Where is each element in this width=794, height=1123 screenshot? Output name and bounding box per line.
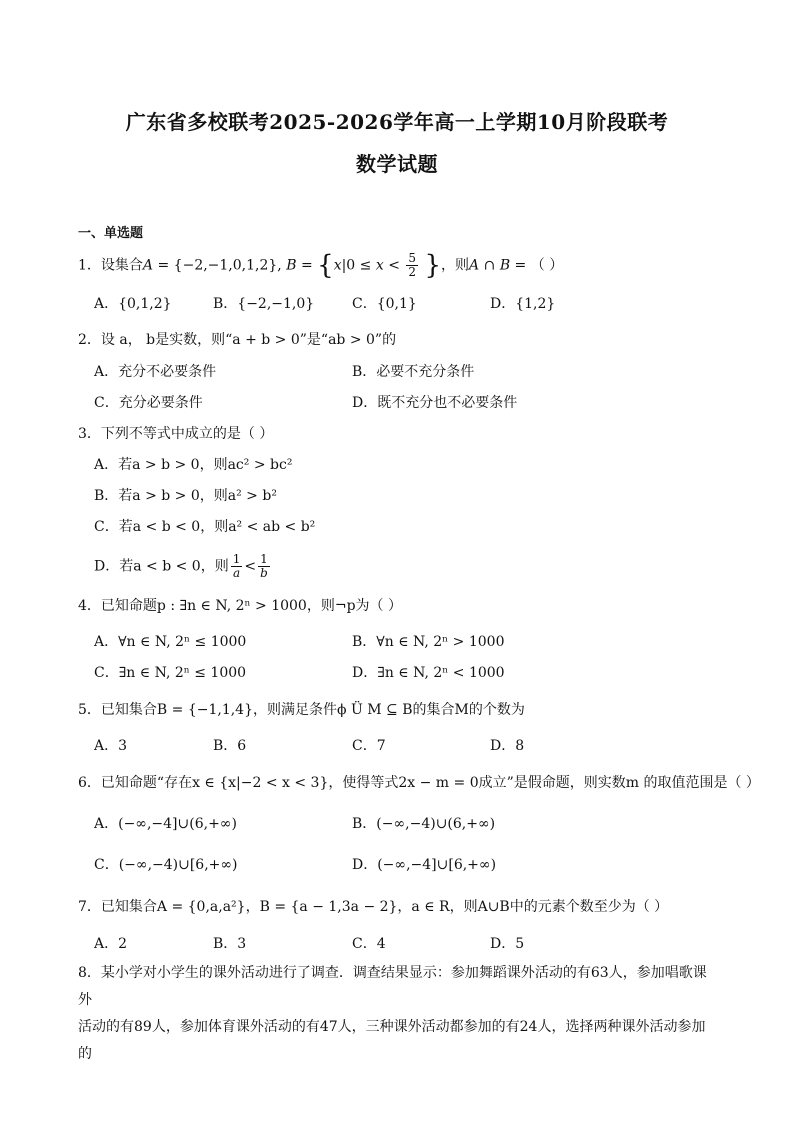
exam-subject-title: 数学试题 — [356, 152, 438, 176]
question-4-option-b[interactable]: B．∀n ∈ N, 2ⁿ > 1000 — [352, 634, 505, 650]
question-4-option-d[interactable]: D．∃n ∈ N, 2ⁿ < 1000 — [352, 665, 505, 681]
question-2-option-a[interactable]: A．充分不必要条件 — [94, 364, 217, 380]
question-5-stem: 5．已知集合B = {−1,1,4}，则满足条件ϕ Ü M ⊆ B的集合M的个数为 — [78, 702, 525, 718]
fraction-one-over-b: $\frac{1}{b}$ — [260, 552, 268, 580]
question-2-option-c[interactable]: C．充分必要条件 — [94, 395, 203, 411]
question-1-stem: 1．设集合A = {−2,−1,0,1,2}, B = {x|0 ≤ x < $\frac{5}{2}$ }，则A ∩ B = （ ） — [78, 250, 564, 281]
question-5-option-a[interactable]: A．3 — [94, 738, 128, 754]
question-7-option-d[interactable]: D．5 — [490, 936, 525, 952]
question-6-option-d[interactable]: D．(−∞,−4]∪[6,+∞) — [352, 857, 497, 873]
question-8-line-1: 8．某小学对小学生的课外活动进行了调查．调查结果显示：参加舞蹈课外活动的有63人，参加唱歌课外 — [78, 965, 707, 1008]
question-8-text — [78, 960, 718, 1068]
question-2-option-d[interactable]: D．既不充分也不必要条件 — [352, 395, 518, 411]
question-2-option-b[interactable]: B．必要不充分条件 — [352, 364, 475, 380]
question-1-option-d[interactable]: D．{1,2} — [490, 296, 556, 312]
question-6-stem: 6．已知命题“存在x ∈ {x|−2 < x < 3}，使得等式2x − m = 0成立”是假命题，则实数m 的取值范围是（ ） — [78, 775, 760, 791]
section-heading: 一、单选题 — [78, 226, 144, 241]
fraction-one-over-a: $\frac{1}{a}$ — [232, 552, 241, 580]
question-6-option-a[interactable]: A．(−∞,−4]∪(6,+∞) — [94, 816, 237, 832]
question-3-option-d[interactable]: D．若a < b < 0，则 $\frac{1}{a}$ < $\frac{1}{b}$ — [94, 552, 268, 580]
question-3-option-a[interactable]: A．若a > b > 0，则ac² > bc² — [94, 457, 293, 473]
question-1-option-c[interactable]: C．{0,1} — [352, 296, 417, 312]
question-8-line-2: 活动的有89人，参加体育课外活动的有47人，三种课外活动都参加的有24人，选择两种课外活动参加的 — [78, 1019, 706, 1062]
question-3-option-c[interactable]: C．若a < b < 0，则a² < ab < b² — [94, 519, 316, 535]
question-7-option-a[interactable]: A．2 — [94, 936, 128, 952]
question-3-option-b[interactable]: B．若a > b > 0，则a² > b² — [94, 488, 277, 504]
question-2-stem: 2．设 a， b是实数，则“a + b > 0”是“ab > 0”的 — [78, 332, 397, 348]
question-6-option-b[interactable]: B．(−∞,−4)∪(6,+∞) — [352, 816, 496, 832]
question-4-option-a[interactable]: A．∀n ∈ N, 2ⁿ ≤ 1000 — [94, 634, 247, 650]
question-5-option-b[interactable]: B．6 — [213, 738, 247, 754]
question-5-option-d[interactable]: D．8 — [490, 738, 525, 754]
question-7-option-b[interactable]: B．3 — [213, 936, 247, 952]
fraction-five-halves: $\frac{5}{2}$ — [408, 251, 417, 279]
question-7-option-c[interactable]: C．4 — [352, 936, 386, 952]
question-4-stem: 4．已知命题p : ∃n ∈ N, 2ⁿ > 1000，则¬p为（ ） — [78, 598, 402, 614]
question-6-option-c[interactable]: C．(−∞,−4)∪[6,+∞) — [94, 857, 238, 873]
question-4-option-c[interactable]: C．∃n ∈ N, 2ⁿ ≤ 1000 — [94, 665, 247, 681]
question-1-option-a[interactable]: A．{0,1,2} — [94, 296, 172, 312]
question-1-option-b[interactable]: B．{−2,−1,0} — [213, 296, 315, 312]
question-7-stem: 7．已知集合A = {0,a,a²}，B = {a − 1,3a − 2}，a ∈ R，则A∪B中的元素个数至少为（ ） — [78, 899, 669, 915]
exam-title: 广东省多校联考2025-2026学年高一上学期10月阶段联考 — [125, 110, 669, 134]
question-5-option-c[interactable]: C．7 — [352, 738, 386, 754]
question-3-stem: 3．下列不等式中成立的是（ ） — [78, 426, 274, 442]
